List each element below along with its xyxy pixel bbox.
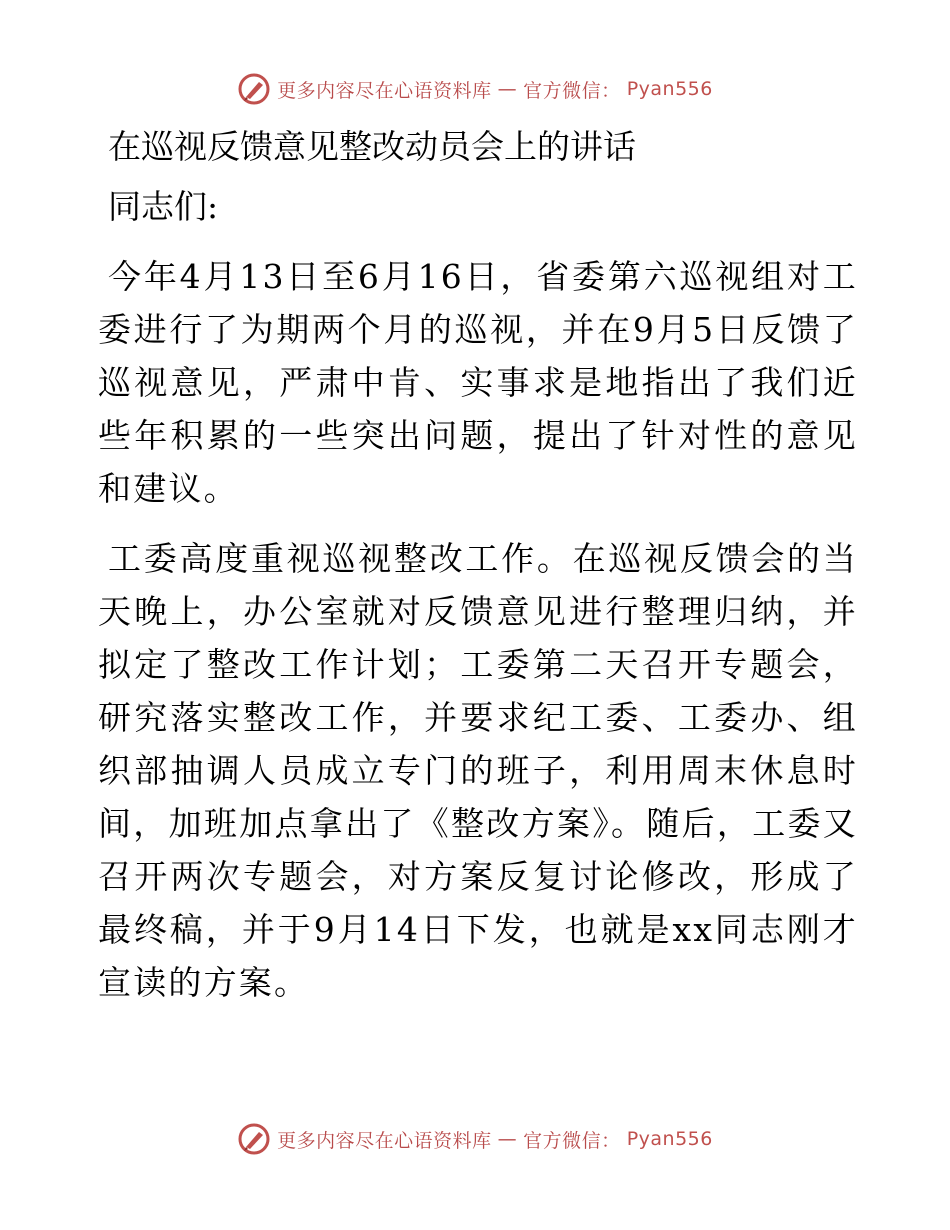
watermark-wechat-label: 官方微信： (523, 79, 621, 102)
header-watermark (0, 72, 950, 106)
watermark-text: 更多内容尽在心语资料库 (277, 79, 492, 102)
document-body (98, 124, 858, 1026)
paragraph: 工委高度重视巡视整改工作。在巡视反馈会的当天晚上，办公室就对反馈意见进行整理归纳，并拟定了整改工作计划；工委第二天召开专题会，研究落实整改工作，并要求纪工委、工委办、组织部抽调人员成立专门的班子，利用周末休息时间，加班加点拿出了《整改方案》。随后，工委又召开两次专题会，对方案反复讨论修改，形成了最终稿，并于9月14日下发，也就是xx同志刚才宣读的方案。 (98, 539, 858, 1002)
document-title: 在巡视反馈意见整改动员会上的讲话 (108, 127, 636, 166)
pen-circle-logo-icon (237, 1122, 271, 1156)
watermark-separator: — (497, 78, 518, 100)
footer-watermark (0, 1122, 950, 1156)
paragraph: 今年4月13日至6月16日，省委第六巡视组对工委进行了为期两个月的巡视，并在9月5日反馈了巡视意见，严肃中肯、实事求是地指出了我们近些年积累的一些突出问题，提出了针对性的意见和建议。 (98, 257, 858, 508)
watermark-separator: — (497, 1128, 518, 1150)
watermark-account: Pyan556 (626, 78, 713, 100)
watermark-account: Pyan556 (626, 1128, 713, 1150)
salutation: 同志们: (108, 187, 219, 226)
watermark-text: 更多内容尽在心语资料库 (277, 1129, 492, 1152)
pen-circle-logo-icon (237, 72, 271, 106)
watermark-wechat-label: 官方微信： (523, 1129, 621, 1152)
